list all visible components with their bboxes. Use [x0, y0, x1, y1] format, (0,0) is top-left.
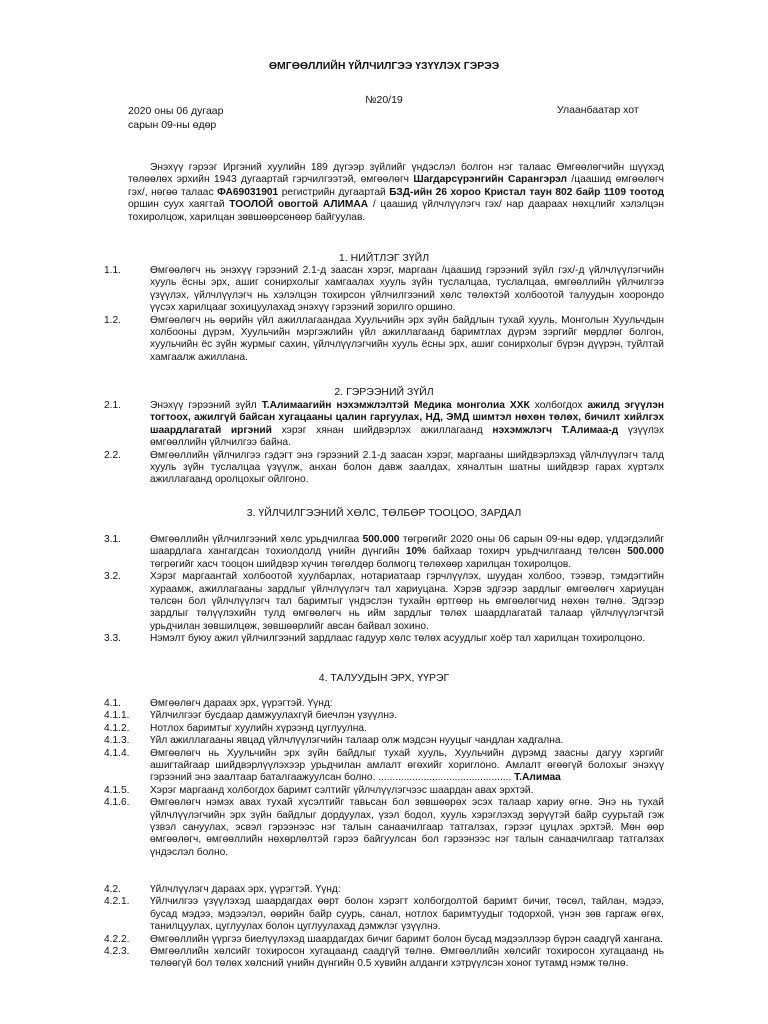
clause-4-1-3: 4.1.3. Үйл ажиллагааны явцад үйлчлүүлэгчийн талаар олж мэдсэн нууцыг чандлан хадгална.	[104, 735, 564, 747]
clause-4-2-3: 4.2.3. Өмгөөллийн хөлсийг тохиросон хугацаанд саадгүй төлнө. Өмгөөллийн хөлсийг тохиросон хугацаанд нь төлөөгүй бол төлөх хөлсний үнийн дүнгийн 0.5 хувийн алданги хэтрүүлсэн хоног тутамд нэмж төлнө.	[104, 946, 664, 970]
clause-3-1: 3.1. Өмгөөллийн үйлчилгээний хөлс урьдчилгаа 500.000 төгрөгийг 2020 оны 06 сарын 09-ны өдөр, үлдэгдэлийг шаардлага хангагдсан тохиолдолд үнийн дүнгийн 10% байхаар тохирч урьдчилгаанд төлсөн 500.000 төгрөгийг хасч тооцон шийдвэр хүчин төгөлдөр болмогц төлөхөөр харилцан тохиролцов.	[104, 534, 665, 570]
contract-date	[128, 104, 223, 132]
date-line-2: сарын 09-ны өдөр	[128, 119, 217, 131]
clause-4-1-5: 4.1.5. Хэрэг маргаанд холбогдох баримт сэлтийг үйлчлүүлэгчээс шаардан авах эрхтэй.	[104, 784, 534, 796]
clause-4-1-6: 4.1.6. Өмгөөлөгч нэмэх авах тухай хүсэлтийг тавьсан бол зөвшөөрөх эсэх талаар хариу өгнө. Энэ нь тухай үйлчлүүлэгчийн эрх зүйн байдлыг дордуулах, үзэл бодол, хууль хэрэглэхэд зөрүүтэй байр суурьтай гэж үзвэл сануулах, эсвэл гэрээнээс нэг талын санаачилгаар татгалзах, гэрээг цуцлах эрхтэй. Мөн өөр өмгөөлөгч, өмгөөллийн нөхөрлөлтэй гэрээ байгуулсан бол гэрээнээс нэг талын санаачилгаар татгалзах үндэслэл болно.	[104, 797, 664, 858]
contract-city: Улаанбаатар хот	[557, 104, 639, 116]
clause-4-1: 4.1. Өмгөөлөгч дараах эрх, үүрэгтэй. Үүнд:	[104, 698, 333, 709]
clause-1-2: 1.2. Өмгөөлөгч нь өөрийн үйл ажиллагаандаа Хуульчийн эрх зүйн байдлын тухай хууль, Монголын Хуульчдын холбооны дүрэм, Хуульчийн мэргэжлийн үйл ажиллагаанд баримтлах дүрэм зэргийг мөрдлөг болгон, хуульчийн ёс зүйн журмыг сахин, үйлчлүүлэгчийн хууль ёсны эрх, ашиг сонирхолыг бүрэн дүүрэн, туйлтай хамгаалж ажиллана.	[104, 314, 664, 363]
clause-2-1: 2.1. Энэхүү гэрээний зүйл Т.Алимаагийн нэхэмжлэлтэй Медика монголиа ХХК холбогдох ажилд эгүүлэн тогтоох, ажилгүй байсан хугацааны цалин гаргуулах, НД, ЭМД шимтэл нөхөн төлөх, бичилт хийлгэх шаардлагатай иргэний хэрэг хянан шийдвэрлэх ажиллагаанд нэхэмжлэгч Т.Алимаа-д үзүүлэх өмгөөллийн үйлчилгээ байна.	[104, 400, 664, 449]
section-1-heading: 1. НИЙТЛЭГ ЗҮЙЛ	[338, 252, 430, 264]
section-2-list	[104, 400, 664, 487]
clause-2-2: 2.2. Өмгөөллийн үйлчилгээ гэдэгт энэ гэрээний 2.1-д заасан хэрэг, маргааны шийдвэрлэхэд үйлчлүүлэгч талд хууль зүйн туслалцаа үзүүлж, анхан болон давж заалдах, хяналтын шатны шийдвэр гарах хүртэлх ажиллагаанд оролцохыг ойлгоно.	[104, 449, 664, 486]
clause-3-3: 3.3. Нэмэлт буюу ажил үйлчилгээний зардлаас гадуур хөлс төлөх асуудлыг хоёр тал харилцан тохиролцоно.	[104, 633, 646, 645]
intro-paragraph: Энэхүү гэрээг Иргэний хуулийн 189 дүгээр зүйлийг үндэслэл болгон нэг талаас Өмгөөлөгчийн шүүхэд төлөөлөх эрхийн 1943 дугаартай гэрчилгээтэй, өмгөөлөгч Шагдарсүрэнгийн Сарангэрэл /цаашид өмгөөлөгч гэх/, нөгөө талаас ФА69031901 регистрийн дугаартай БЗД-ийн 26 хороо Кристал таун 802 байр 1109 тоотод оршин суух хаягтай ТООЛОЙ овогтой АЛИМАА / цаашид үйлчлүүлэгч гэх/ нар даараах нөхцлийг хэлэлцэн тохиролцож, харилцан зөвшөөрсөнөөр байгуулав.	[128, 162, 664, 223]
clause-4-1-2: 4.1.2. Нотлох баримтыг хуулийн хүрээнд цуглуулна.	[104, 722, 367, 734]
clause-3-2: 3.2. Хэрэг маргаантай холбоотой хуулбарлах, нотариатаар гэрчлүүлэх, шуудан холбоо, тээвэр, тэмдэгтийн хураамж, ажиллагааны зардлыг үйлчлүүлэгч тал хариуцана. Хэрэв эдгээр зардлыг өмгөөлөгч хариуцан төлсөн бол үйлчлүүлэгч тал баримтыг үндэслэн тухайн өртгөөр нь өмгөөлөгчид нөхөн төлнө. Эдгээр зардлыг төлүүлэхийн тулд өмгөөлөгч нь ийм зардлыг төлөх шаардлагатай талаар үйлчлүүлэгчтэй урьдчилан зөвшилцөж, зөвшөөрлийг авсан байвал зохино.	[104, 571, 664, 632]
contract-number: №20/19	[365, 94, 403, 106]
section-4-1-list	[104, 698, 664, 859]
clause-4-2-2: 4.2.2. Өмгөөллийн үүргээ биелүүлэхэд шаардагдах бичиг баримт болон бусад мэдээллээр бүрэн саадгүй хангана.	[104, 933, 663, 945]
section-3-list	[104, 534, 664, 646]
section-4-heading: 4. ТАЛУУДЫН ЭРХ, ҮҮРЭГ	[318, 672, 450, 684]
section-3-heading: 3. ҮЙЛЧИЛГЭЭНИЙ ХӨЛС, ТӨЛБӨР ТООЦОО, ЗАРДАЛ	[246, 507, 522, 519]
section-4-2-list	[104, 884, 664, 971]
section-1-list	[104, 265, 664, 364]
clause-1-1: 1.1. Өмгөөлөгч нь энэхүү гэрээний 2.1-д заасан хэрэг, маргаан /цаашид гэрээний зүйл гэх/-д үйлчлүүлэгчийн хууль ёсны эрх, ашиг сонирхолыг хамгаалах хууль зүйн туслалцаа, туслалцаа, өмгөөллийн үйлчилгээ үзүүлэх, үйлчлүүлэгч нь хэлэлцэн тохирсон үйлчилгээний хөлс төлөхтэй холбоотой талуудын хоорондо үүсэх харилцааг зохицуулахад энэхүү гэрээний зорилго оршино.	[104, 265, 664, 314]
document-title: ӨМГӨӨЛЛИЙН ҮЙЛЧИЛГЭЭ ҮЗҮҮЛЭХ ГЭРЭЭ	[268, 60, 500, 72]
clause-4-2: 4.2. Үйлчлүүлэгч дараах эрх, үүрэгтэй. Үүнд:	[104, 884, 341, 895]
clause-4-2-1: 4.2.1. Үйлчилгээ үзүүлэхэд шаардагдах өөрт болон хэрэгт холбогдолтой баримт бичиг, төсөл, тайлан, мэдээ, бусад мэдээ, мэдээлэл, өөрийн байр суурь, санал, нотлох баримтуудыг тодорхой, үнэн зөв гаргаж өгөх, танилцуулах, цуглуулах болон цуглуулахад дэмжлэг үзүүлнэ.	[104, 896, 664, 933]
clause-4-1-1: 4.1.1. Үйлчилгээг бусдаар дамжуулахгүй биечлэн үзүүлнэ.	[104, 710, 397, 722]
clause-4-1-4: 4.1.4. Өмгөөлөгч нь Хуульчийн эрх зүйн байдлыг тухай хууль, Хуульчийн дүрэмд заасны дагуу хэргийг ашигтайгаар шийдвэрлүүлэхээр урьдчилан амлалт өгөхийг хориглоно. Амлалт өгөөгүй болохыг энэхүү гэрээний энэ заалтаар баталгаажуулсан болно. ............................................... Т.Алимаа	[104, 747, 664, 784]
date-line-1: 2020 оны 06 дугаар	[128, 105, 224, 117]
section-2-heading: 2. ГЭРЭЭНИЙ ЗҮЙЛ	[334, 386, 434, 398]
